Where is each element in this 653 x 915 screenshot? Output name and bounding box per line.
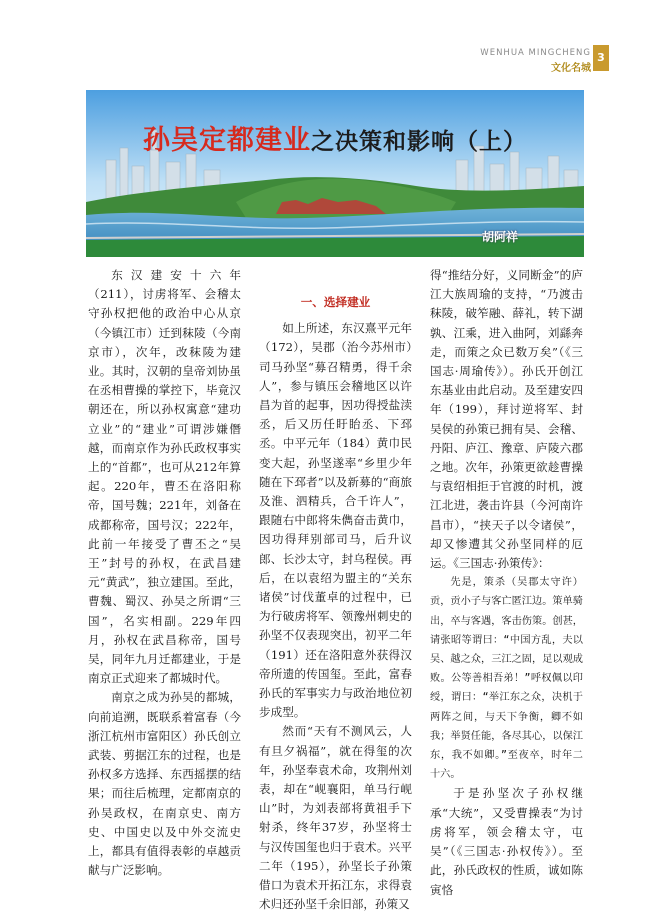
paragraph: 如上所述，东汉熹平元年（172），吴郡（治今苏州市）司马孙坚“募召精勇，得千余人”，参与镇压会稽地区以许昌为首的起事，因功得授盐渎丞，后又历任盱眙丞、下邳丞。中平元年（184）黄巾民变大起，孙坚遂率“乡里少年随在下邳者”以及新募的“商旅及淮、泗精兵，合千许人”，跟随右中郎将朱儁奋击黄巾，因功得拜别部司马，后升议郎、长沙太守，封乌程侯。再后，在以袁绍为盟主的“关东诸侯”讨伐董卓的过程中，已为行破虏将军、领豫州刺史的孙坚不仅表现突出，初平二年（191）还在洛阳意外获得汉帝所遗的传国玺。至此，富春孙氏的军事实力与政治地位初步成型。 (259, 321, 412, 720)
text-column-3 (430, 266, 583, 900)
author-name: 胡阿祥 (482, 230, 519, 244)
page-number: 3 (593, 45, 609, 71)
paragraph: 于是孙坚次子孙权继承“大统”，又受曹操表“为讨虏将军，领会稽太守，屯吴”（《三国志·孙权传》）。至此，孙氏政权的性质，诚如陈寅恪 (430, 786, 583, 897)
title-main: 孙吴定都建业 (143, 125, 311, 156)
text-column-1 (88, 266, 241, 881)
magazine-header (480, 48, 591, 74)
section-heading: 一、选择建业 (300, 295, 371, 309)
paragraph: 南京之成为孙吴的都城，向前追溯，既联系着富春（今浙江杭州市富阳区）孙氏创立武装、剪据江东的过程，也是孙权多方选择、东西摇摆的结果；而往后梳理，定都南京的孙吴政权，在南京史、南方史、中国史以及中外交流史上，都具有值得表彰的卓越贡献与广泛影响。 (88, 690, 241, 878)
header-english-title: WENHUA MINGCHENG (480, 48, 591, 58)
text-column-2 (259, 266, 412, 915)
header-chinese-title: 文化名城 (551, 63, 591, 74)
paragraph: 然而“天有不测风云，人有旦夕祸福”，就在得玺的次年，孙坚奉袁术命，攻荆州刘表，却在“岘襄阳，单马行岘山”时，为刘表部将黄祖手下射杀，终年37岁，孙坚将士与汉传国玺也归于袁术。兴平二年（195），孙坚长子孙策借口为袁术开拓江东，求得袁术归还孙坚千余旧部，孙策又 (259, 724, 412, 912)
title-rest: 之决策和影响（上） (311, 129, 527, 155)
paragraph: 东汉建安十六年（211），讨虏将军、会稽太守孙权把他的政治中心从京（今镇江市）迁到秣陵（今南京市），次年，改秣陵为建业。其时，汉朝的皇帝刘协虽在丞相曹操的掌控下，毕竟汉朝还在，所以孙权寓意“建功立业”的“建业”可谓涉嫌僭越，而南京作为孙氏政权事实上的“首都”，也可从212年算起。220年，曹丕在洛阳称帝，国号魏；221年，刘备在成都称帝，国号汉；222年，此前一年接受了曹丕之“吴王”封号的孙权，在武昌建元“黄武”，独立建国。至此，曹魏、蜀汉、孙吴之所谓“三国”，名实相副。229年四月，孙权在武昌称帝，国号吴，同年九月迁都建业，于是南京正式迎来了都城时代。 (88, 268, 241, 686)
paragraph: 得“推结分好，义同断金”的庐江大族周瑜的支持，“乃渡击秣陵，破笮融、薛礼，转下湖孰、江乘，进入曲阿，刘繇奔走，而策之众已数万矣”（《三国志·周瑜传》）。孙氏开创江东基业由此启动。及至建安四年（199），拜讨逆将军、封吴侯的孙策已拥有吴、会稽、丹阳、庐江、豫章、庐陵六郡之地。次年，孙策更欲趁曹操与袁绍相拒于官渡的时机，渡江北进，袭击许县（今河南许昌市），“挟天子以令诸侯”，却又惨遭其父孙坚同样的厄运。《三国志·孙策传》： (430, 268, 583, 571)
article-title (86, 118, 584, 157)
block-quote: 先是，策杀（吴郡太守许）贡，贡小子与客亡匿江边。策单骑出，卒与客遇，客击伤策。创甚，请张昭等谓曰：“中国方乱，夫以吴、越之众，三江之固，足以观成败。公等善相吾弟！”呼权佩以印绶，谓曰：“举江东之众，决机于两阵之间，与天下争衡，卿不如我；举贤任能，各尽其心，以保江东，我不如卿。”至夜卒，时年二十六。 (430, 577, 583, 781)
